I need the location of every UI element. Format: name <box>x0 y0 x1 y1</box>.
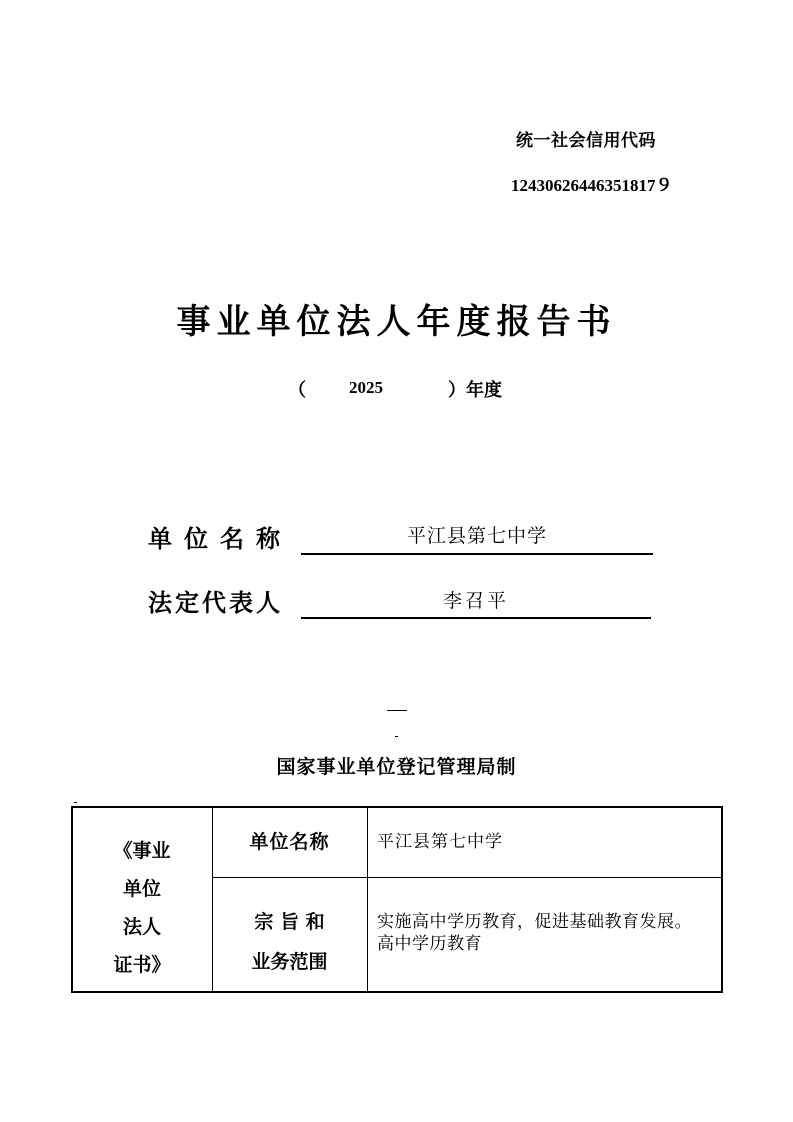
table-divider-2 <box>367 808 368 991</box>
info-table <box>71 806 723 993</box>
unit-name-label: 单位名称 <box>148 525 292 553</box>
row-purpose-value-line-1: 实施高中学历教育，促进基础教育发展。 <box>377 912 692 932</box>
certificate-line-1: 《事业 <box>113 840 171 862</box>
separator-dash <box>387 710 407 711</box>
year-suffix: 年度 <box>466 380 502 401</box>
row-purpose-value <box>377 911 717 955</box>
legal-representative-underline <box>301 617 651 619</box>
unit-name-underline <box>301 553 653 555</box>
year-close-paren: ） <box>448 380 466 401</box>
table-corner-mark <box>74 802 77 803</box>
legal-representative-label: 法定代表人 <box>148 589 283 617</box>
table-row-divider <box>212 877 721 878</box>
legal-representative-value: 李召平 <box>442 590 509 612</box>
report-year: 2025 <box>349 378 383 397</box>
credit-code-label: 统一社会信用代码 <box>516 131 656 151</box>
year-open-paren: （ <box>288 380 306 401</box>
credit-code-value: 12430626446351817９ <box>511 176 673 195</box>
unit-name-value: 平江县第七中学 <box>406 525 547 547</box>
document-title: 事业单位法人年度报告书 <box>176 302 617 342</box>
row-purpose-value-line-2: 高中学历教育 <box>377 934 482 954</box>
row-purpose-label-line-1: 宗 旨 和 <box>254 911 325 933</box>
certificate-line-3: 法人 <box>122 916 161 938</box>
certificate-cell <box>73 832 211 984</box>
row-unit-name-value: 平江县第七中学 <box>377 832 503 852</box>
certificate-line-2: 单位 <box>122 878 161 900</box>
row-purpose-label <box>213 902 366 982</box>
row-unit-name-label: 单位名称 <box>249 831 330 853</box>
row-purpose-label-line-2: 业务范围 <box>251 951 328 973</box>
issuer-line: 国家事业单位登记管理局制 <box>276 756 517 778</box>
separator-dot <box>395 736 398 737</box>
certificate-line-4: 证书》 <box>113 954 171 976</box>
